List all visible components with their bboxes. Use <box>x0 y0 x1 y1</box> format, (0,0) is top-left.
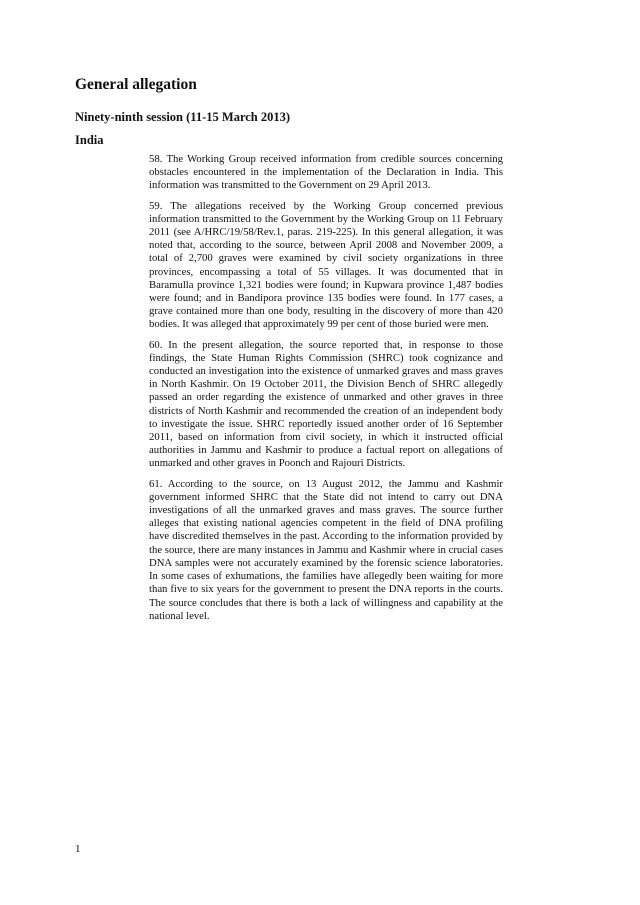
country-heading: India <box>75 133 104 147</box>
paragraph-61: 61. According to the source, on 13 August 2012, the Jammu and Kashmir government informed SHRC that the State did not intend to carry out DNA investigations of all the unmarked graves and mass graves. The source further alleges that existing national agencies competent in the field of DNA profiling have discredited themselves in the past. According to the information provided by the source, there are many instances in Jammu and Kashmir where in crucial cases DNA samples were not accurately examined by the forensic science laboratories. In some cases of exhumations, the families have allegedly been waiting for more than five to six years for the government to present the DNA reports in the courts. The source concludes that there is both a lack of willingness and capability at the national level. <box>149 477 503 622</box>
paragraph-60: 60. In the present allegation, the source reported that, in response to those findings, the State Human Rights Commission (SHRC) took cognizance and conducted an investigation into the existence of unmarked graves and mass graves in North Kashmir. On 19 October 2011, the Division Bench of SHRC allegedly passed an order regarding the existence of unmarked and other graves in three districts of North Kashmir and recommended the creation of an independent body to investigate the issue. SHRC reportedly issued another order of 16 September 2011, based on information from civil society, in which it instructed official authorities in Jammu and Kashmir to produce a factual report on allegations of unmarked and other graves in Poonch and Rajouri Districts. <box>149 338 503 470</box>
paragraph-59: 59. The allegations received by the Working Group concerned previous information transmitted to the Government by the Working Group on 11 February 2011 (see A/HRC/19/58/Rev.1, paras. 219-225). In this general allegation, it was noted that, according to the source, between April 2008 and November 2009, a total of 2,700 graves were examined by civil society organizations in three provinces, encompassing a total of 55 villages. It was documented that in Baramulla province 1,321 bodies were found; in Kupwara province 1,487 bodies were found; and in Bandipora province 135 bodies were found. In 177 cases, a grave contained more than one body, resulting in the discovery of more than 420 bodies. It was alleged that approximately 99 per cent of those buried were men. <box>149 199 503 331</box>
document-title: General allegation <box>75 76 197 93</box>
document-body <box>149 153 503 630</box>
page-number: 1 <box>75 843 81 855</box>
session-heading: Ninety-ninth session (11-15 March 2013) <box>75 110 291 124</box>
paragraph-58: 58. The Working Group received information from credible sources concerning obstacles encountered in the implementation of the Declaration in India. This information was transmitted to the Government on 29 April 2013. <box>149 153 503 192</box>
